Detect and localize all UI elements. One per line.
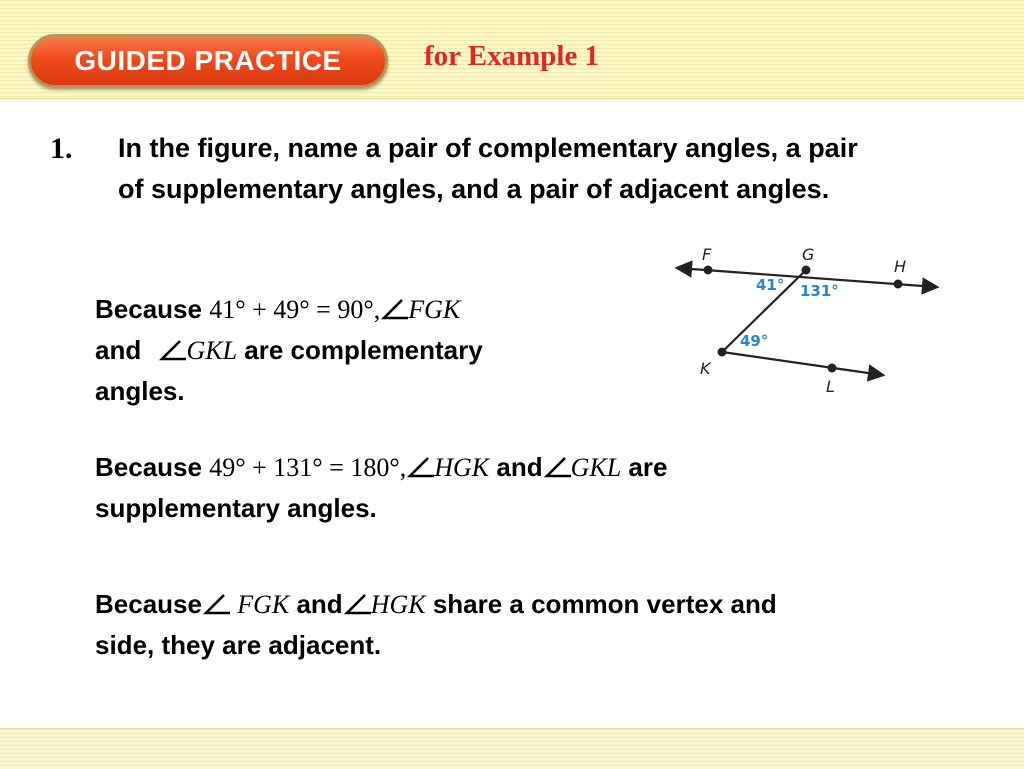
angle-name: FGK [408,295,461,324]
answer-adjacent [95,584,1005,665]
label-k: K [700,359,711,378]
angle-symbol-icon [343,593,371,615]
answer-line [95,447,895,488]
point-f [704,266,713,275]
angle-name: HGK [370,590,426,619]
label-f: F [702,245,712,264]
angle-name: FGK [237,590,290,619]
angle-name: GKL [570,453,622,482]
angle-symbol-icon [158,339,186,361]
label-l: L [826,377,835,396]
problem-number: 1. [50,132,73,165]
label-h: H [894,257,907,276]
angle-figure [660,236,950,406]
label-g: G [802,245,815,264]
ray-kl [722,352,882,375]
angle-fgk-measure: 41° [756,276,785,294]
angle-symbol-icon [406,456,434,478]
guided-practice-badge [28,34,388,88]
answer-line: side, they are adjacent. [95,630,382,660]
answer-supplementary [95,447,895,528]
answer-complementary [95,289,615,411]
angle-hgk-measure: 131° [800,282,839,300]
and-text: and [496,452,543,482]
answer-tail: are [628,452,668,482]
badge-label: GUIDED PRACTICE [74,45,342,76]
because-text: Because [95,452,202,482]
answer-tail: share a common vertex and [432,589,777,619]
answer-line [95,584,1005,625]
because-text: Because [95,589,202,619]
angle-symbol-icon [202,593,230,615]
figure-svg [660,236,950,401]
because-text: Because [95,294,202,324]
sum-expression: 49° + 131° = 180°, [209,453,407,482]
and-text: and [95,335,142,365]
answer-line [95,289,615,330]
angle-symbol-icon [543,456,571,478]
problem-question: In the figure, name a pair of complementary angles, a pair of supplementary angles, and a pair of adjacent angles. [118,133,858,204]
angle-gkl-measure: 49° [740,332,769,350]
and-text: and [296,589,343,619]
angle-name: GKL [186,336,238,365]
answer-tail: are complementary [244,335,483,365]
point-h [894,280,903,289]
angle-name: HGK [434,453,490,482]
point-g [802,266,811,275]
point-l [828,364,837,373]
sum-expression: 41° + 49° = 90°, [209,295,381,324]
answer-line: angles. [95,376,185,406]
footer-band [0,728,1024,769]
angle-symbol-icon [380,298,408,320]
example-reference: for Example 1 [424,40,600,72]
point-k [718,348,727,357]
answer-line [95,330,615,371]
answer-line: supplementary angles. [95,493,377,523]
